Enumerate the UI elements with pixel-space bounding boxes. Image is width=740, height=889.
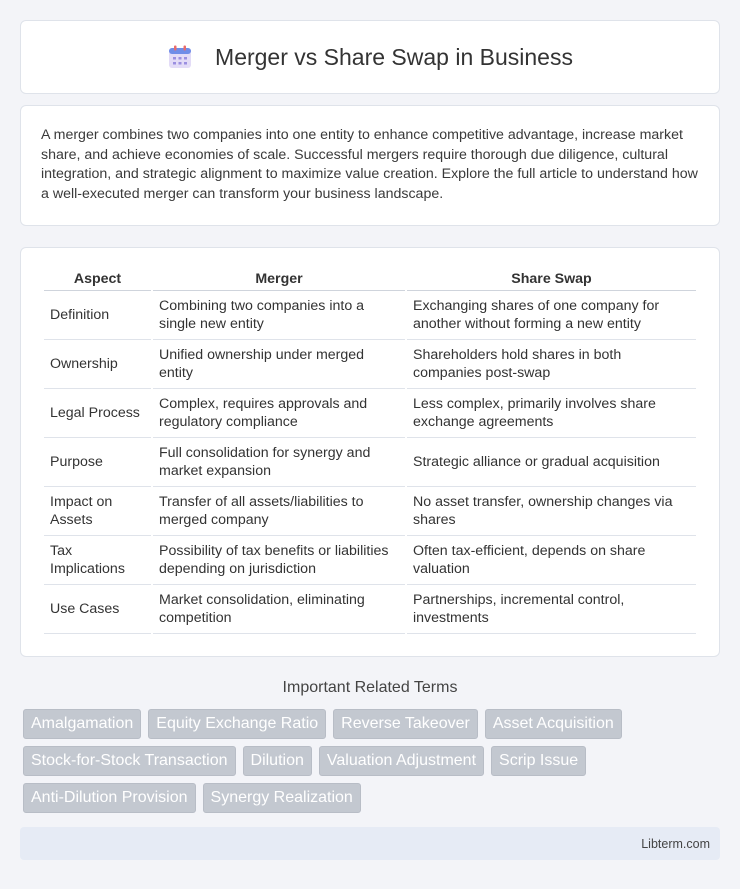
table-row [44,389,696,438]
merger-cell: Possibility of tax benefits or liabilities depending on jurisdiction [153,536,405,585]
merger-cell: Full consolidation for synergy and market expansion [153,438,405,487]
header-share-swap: Share Swap [407,269,696,291]
share-swap-cell: No asset transfer, ownership changes via shares [407,487,696,536]
footer [20,827,720,860]
share-swap-cell: Shareholders hold shares in both companies post-swap [407,340,696,389]
intro-text: A merger combines two companies into one entity to enhance competitive advantage, increase market share, and achieve economies of scale. Successful mergers require thorough due diligence, cultural integration, and strategic alignment to maximize value creation. Explore the full article to understand how a well-executed merger can transform your business landscape. [41,127,698,202]
tag-reverse-takeover[interactable]: Reverse Takeover [333,709,478,739]
related-terms-list [20,709,720,813]
tag-stock-for-stock-transaction[interactable]: Stock-for-Stock Transaction [23,746,236,776]
share-swap-cell: Exchanging shares of one company for another without forming a new entity [407,291,696,340]
aspect-cell: Ownership [44,340,151,389]
aspect-cell: Tax Implications [44,536,151,585]
related-terms-title: Important Related Terms [282,679,458,696]
tag-valuation-adjustment[interactable]: Valuation Adjustment [319,746,484,776]
aspect-cell: Definition [44,291,151,340]
share-swap-cell: Strategic alliance or gradual acquisition [407,438,696,487]
share-swap-cell: Partnerships, incremental control, investments [407,585,696,634]
merger-cell: Unified ownership under merged entity [153,340,405,389]
merger-cell: Combining two companies into a single new entity [153,291,405,340]
tag-equity-exchange-ratio[interactable]: Equity Exchange Ratio [148,709,326,739]
header-card [20,20,720,94]
tag-asset-acquisition[interactable]: Asset Acquisition [485,709,622,739]
share-swap-cell: Often tax-efficient, depends on share valuation [407,536,696,585]
table-row [44,438,696,487]
tag-dilution[interactable]: Dilution [243,746,312,776]
aspect-cell: Purpose [44,438,151,487]
tag-amalgamation[interactable]: Amalgamation [23,709,141,739]
calendar-icon [167,44,193,70]
header-aspect: Aspect [44,269,151,291]
intro-card [20,105,720,226]
table-row [44,585,696,634]
table-row [44,487,696,536]
header-merger: Merger [153,269,405,291]
table-row [44,340,696,389]
page-title: Merger vs Share Swap in Business [215,43,573,70]
table-row [44,291,696,340]
aspect-cell: Impact on Assets [44,487,151,536]
tag-scrip-issue[interactable]: Scrip Issue [491,746,586,776]
footer-site-link[interactable]: Libterm.com [641,836,710,851]
merger-cell: Transfer of all assets/liabilities to merged company [153,487,405,536]
aspect-cell: Use Cases [44,585,151,634]
share-swap-cell: Less complex, primarily involves share exchange agreements [407,389,696,438]
tag-anti-dilution-provision[interactable]: Anti-Dilution Provision [23,783,196,813]
comparison-table [42,269,698,634]
comparison-card [20,247,720,657]
table-row [44,536,696,585]
merger-cell: Market consolidation, eliminating competition [153,585,405,634]
merger-cell: Complex, requires approvals and regulatory compliance [153,389,405,438]
aspect-cell: Legal Process [44,389,151,438]
tag-synergy-realization[interactable]: Synergy Realization [203,783,361,813]
